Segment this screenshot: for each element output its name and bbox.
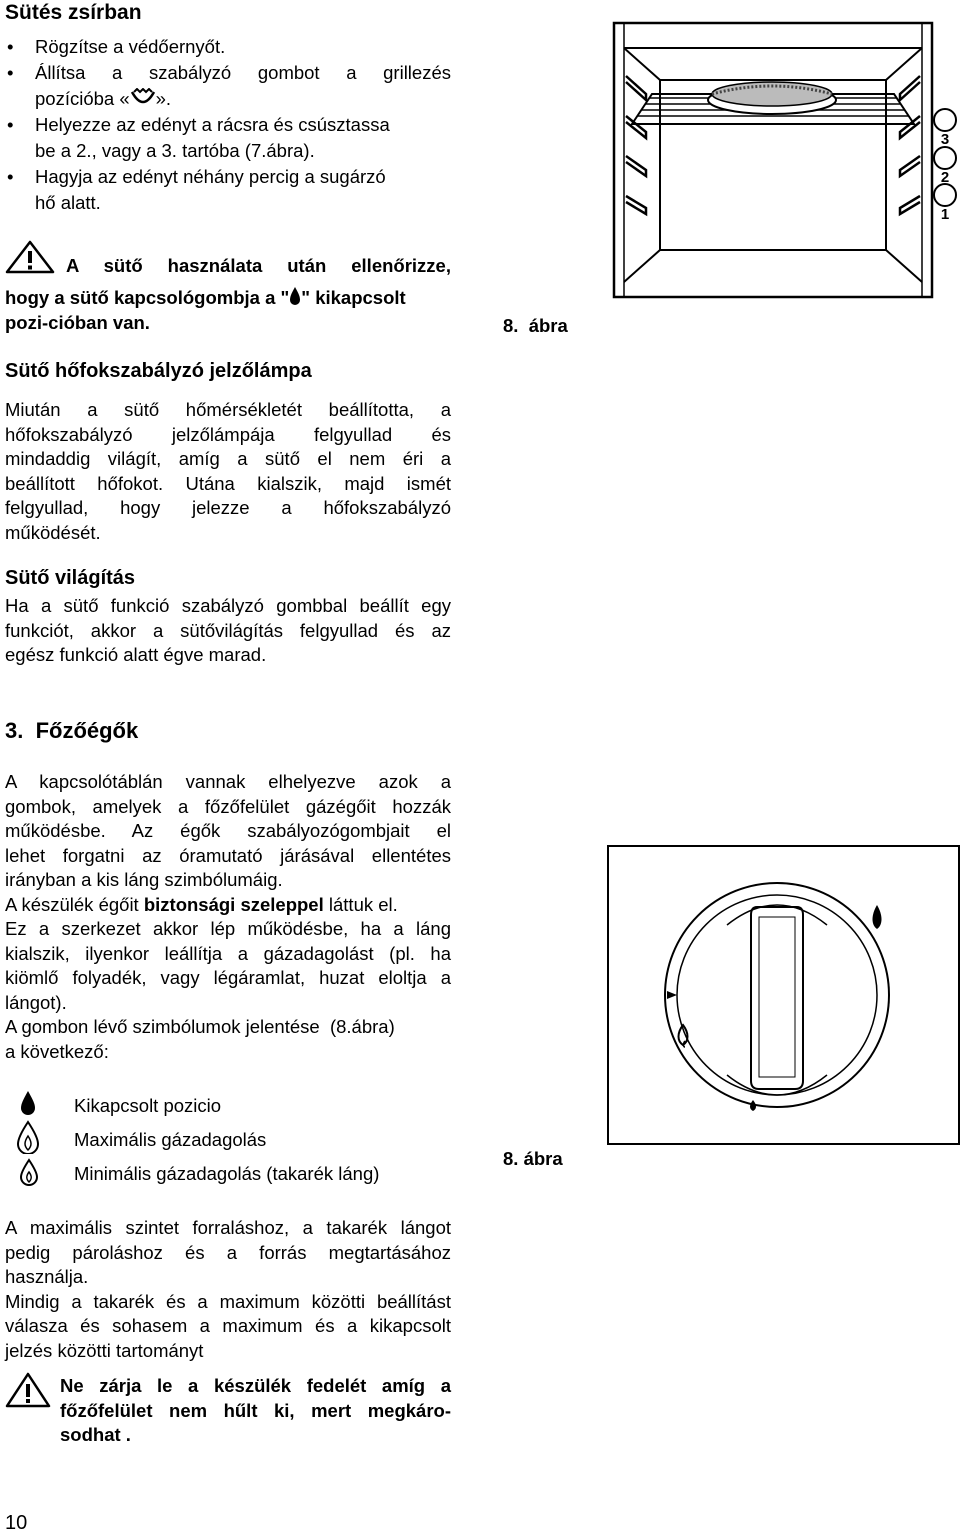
paragraph-line: működésbe. Az égők szabályozógombjait el bbox=[5, 820, 451, 841]
paragraph-line: gombok, amelyek a főzőfelület gázégőit hozzák bbox=[5, 795, 451, 817]
paragraph-line: irányban a kis láng szimbólumáig. bbox=[5, 869, 283, 890]
warning-text-line3: pozi-cióban van. bbox=[5, 312, 150, 333]
paragraph-line: A maximális szintet forraláshoz, a takarék lángot bbox=[5, 1217, 451, 1238]
paragraph-line: kialszik, ilyenkor leállítja a gázadagolást (pl. ha bbox=[5, 942, 451, 964]
text-part: A készülék égőit bbox=[5, 893, 144, 915]
paragraph-line: jelzés közötti tartományt bbox=[5, 1339, 204, 1361]
off-drop-icon bbox=[289, 286, 301, 306]
bullet-text: Rögzítse a védőernyőt. bbox=[35, 36, 226, 57]
page-number: 10 bbox=[5, 1512, 28, 1534]
section-title-fozoegok: 3. Főzőégők bbox=[5, 718, 139, 743]
bullet-text: Állítsa a szabályzó gombot a grillezés bbox=[35, 62, 451, 83]
warning-triangle-icon bbox=[5, 1372, 51, 1408]
paragraph-vilagitas bbox=[5, 594, 451, 668]
paragraph-line: A gombon lévő szimbólumok jelentése (8.ábra) bbox=[5, 1016, 395, 1037]
paragraph-line: beállított hőfokot. Utána kialszik, majd ismét bbox=[5, 472, 451, 494]
paragraph-line: Ez a szerkezet akkor lép működésbe, ha a láng bbox=[5, 918, 451, 939]
paragraph-line: pedig pároláshoz és a forrás megtartásához bbox=[5, 1241, 451, 1263]
symbol-label-min: Minimális gázadagolás (takarék láng) bbox=[74, 1163, 380, 1184]
paragraph-line bbox=[5, 893, 451, 918]
paragraph-line: Ha a sütő funkció szabályzó gombbal beállít egy bbox=[5, 595, 451, 616]
max-flame-icon bbox=[16, 1120, 40, 1154]
paragraph-line: Miután a sütő hőmérsékletét beállította, a bbox=[5, 399, 451, 420]
text-part: láttuk el. bbox=[323, 893, 398, 915]
paragraph-line: mindaddig világít, amíg a sütő el nem éri a bbox=[5, 448, 451, 469]
warning-text-part: " kikapcsolt bbox=[301, 287, 406, 308]
warning-triangle-icon bbox=[5, 240, 55, 274]
list-item-continuation: be a 2., vagy a 3. tartóba (7.ábra). bbox=[35, 140, 315, 161]
warning-text bbox=[60, 1374, 451, 1448]
paragraph-line: funkciót, akkor a sütővilágítás felgyullad és az bbox=[5, 619, 451, 641]
paragraph-line: használja. bbox=[5, 1266, 89, 1287]
figure-caption-bottom: 8. ábra bbox=[503, 1148, 563, 1169]
paragraph-jelzolampa bbox=[5, 398, 451, 545]
symbol-label-max: Maximális gázadagolás bbox=[74, 1129, 267, 1150]
symbol-label-off: Kikapcsolt pozicio bbox=[74, 1095, 222, 1116]
bullet-text: ». bbox=[155, 88, 172, 109]
paragraph-line: hőfokszabályzó jelzőlámpája felgyullad és bbox=[5, 423, 451, 445]
warning-text-line1: A sütő használata után ellenőrizze, bbox=[66, 255, 451, 276]
warning-line: Ne zárja le a készülék fedelét amíg a bbox=[60, 1375, 451, 1396]
warning-line: sodhat . bbox=[60, 1424, 131, 1445]
knob-illustration bbox=[607, 845, 960, 1145]
paragraph-line: egész funkció alatt égve marad. bbox=[5, 644, 267, 665]
warning-text-part: hogy a sütő kapcsológombja a " bbox=[5, 287, 290, 308]
grill-symbol-icon bbox=[130, 88, 156, 108]
bullet-text: Helyezze az edényt a rácsra és csúsztassa bbox=[35, 114, 390, 135]
paragraph-fozoegok bbox=[5, 770, 451, 1064]
paragraph-line: A kapcsolótáblán vannak elhelyezve azok a bbox=[5, 771, 451, 792]
paragraph-line: felgyullad, hogy jelezze a hőfokszabályzó bbox=[5, 497, 451, 518]
shelf-label-2: 2 bbox=[940, 169, 950, 186]
paragraph-line: kiömlő folyadék, vagy légáramlat, huzat eloltja a bbox=[5, 967, 451, 988]
bullet-text: pozícióba « bbox=[35, 88, 130, 109]
paragraph-line: működését. bbox=[5, 521, 101, 543]
paragraph-line: lángot). bbox=[5, 991, 67, 1013]
section-title-sutes-zsirban: Sütés zsírban bbox=[5, 1, 142, 24]
paragraph-line: Mindig a takarék és a maximum közötti beállítást bbox=[5, 1290, 451, 1312]
oven-illustration bbox=[612, 20, 960, 302]
paragraph-line: válasza és sohasem a maximum és a kikapcsolt bbox=[5, 1315, 451, 1336]
shelf-label-1: 1 bbox=[940, 206, 950, 223]
list-item-continuation: hő alatt. bbox=[35, 192, 101, 213]
section-title-vilagitas: Sütő világítás bbox=[5, 567, 136, 589]
warning-text-line2 bbox=[5, 286, 451, 311]
min-flame-icon bbox=[19, 1158, 39, 1186]
paragraph-line: lehet forgatni az óramutató járásával ellentétes bbox=[5, 844, 451, 866]
off-drop-icon bbox=[20, 1090, 36, 1116]
figure-caption-top: 8. ábra bbox=[503, 315, 568, 336]
text-part-bold: biztonsági szeleppel bbox=[143, 893, 324, 915]
paragraph-line: a következő: bbox=[5, 1040, 109, 1062]
shelf-label-3: 3 bbox=[940, 131, 950, 148]
list-item-continuation bbox=[35, 87, 171, 112]
section-title-jelzolampa: Sütő hőfokszabályzó jelzőlámpa bbox=[5, 360, 312, 382]
warning-line: főzőfelület nem hűlt ki, mert megkáro- bbox=[60, 1399, 451, 1421]
paragraph-usage bbox=[5, 1216, 451, 1363]
bullet-text: Hagyja az edényt néhány percig a sugárzó bbox=[35, 166, 386, 187]
